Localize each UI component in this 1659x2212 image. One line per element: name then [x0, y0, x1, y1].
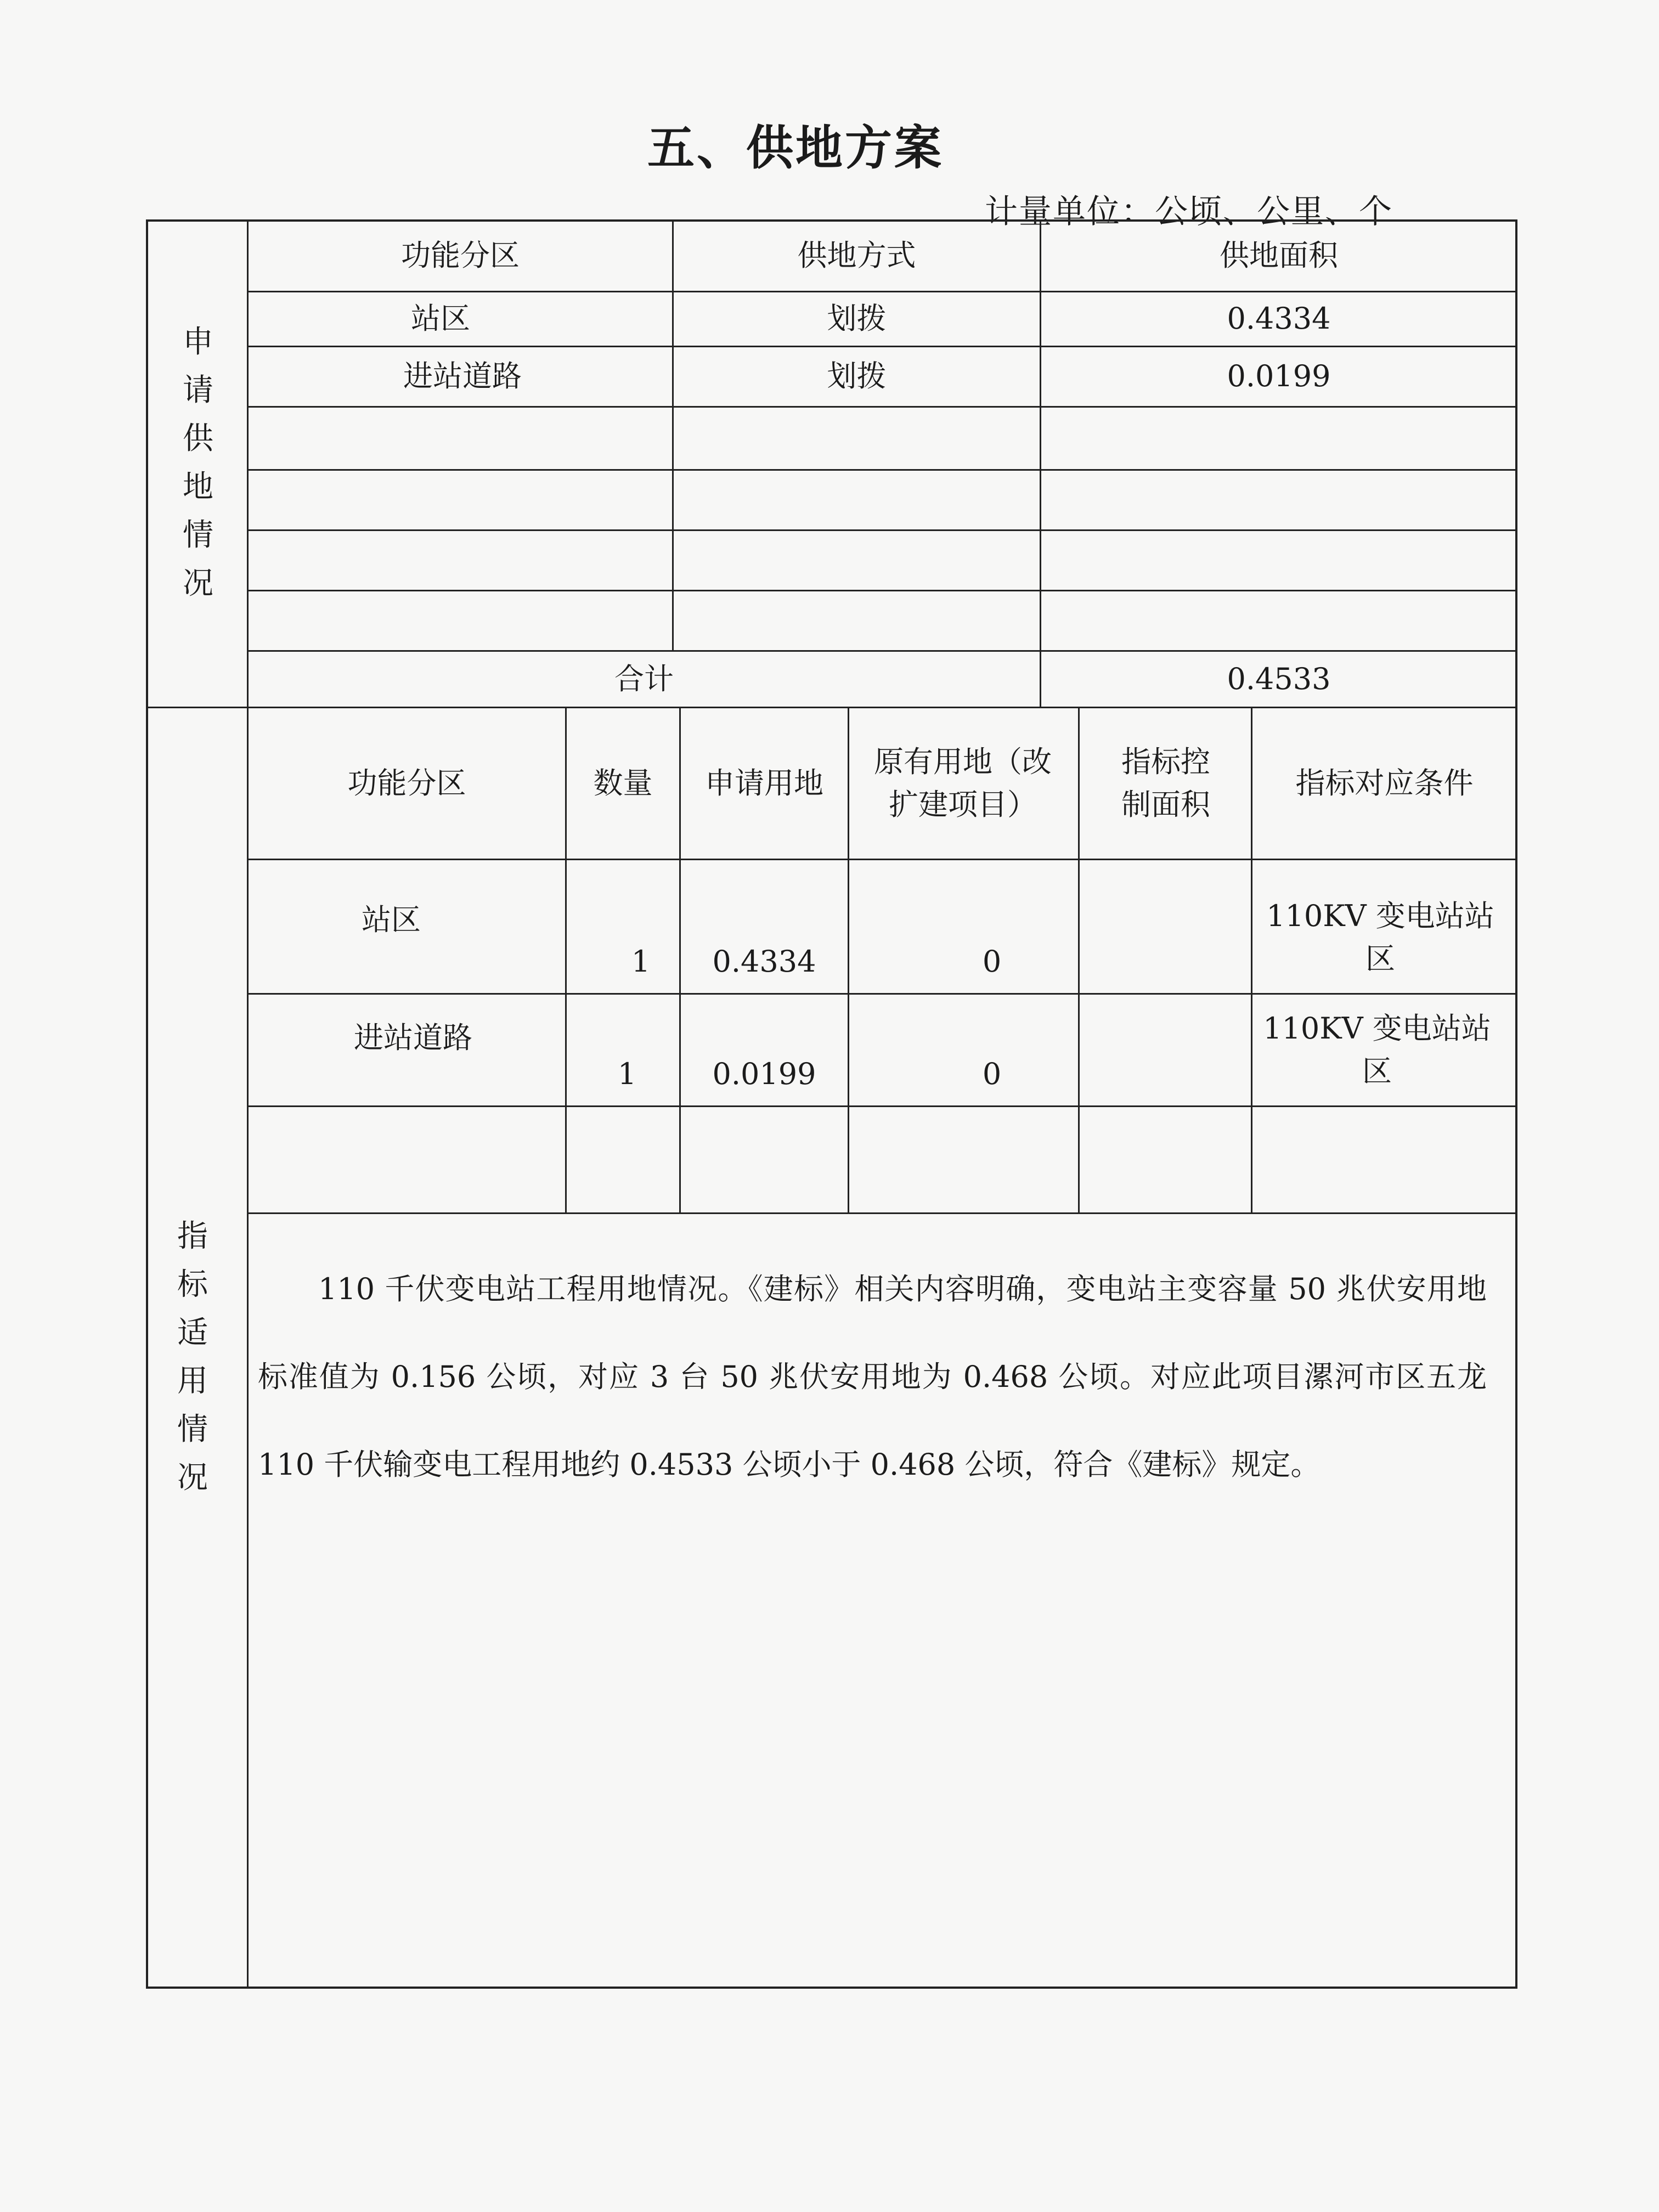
header-zone: 功能分区 [401, 238, 520, 273]
section1-label: 申请供地情况 [183, 324, 213, 601]
s2-row1-control [1080, 860, 1251, 993]
s1-row-line [247, 406, 1517, 408]
s2-row2-existing: 0 [982, 1056, 1002, 1091]
s2-row2-condition: 110KV 变电站站区 [1263, 1011, 1491, 1088]
s2-header-count: 数量 [593, 765, 653, 800]
unit-line: 计量单位：公顷、公里、个 [985, 193, 1393, 231]
s2-row1-zone: 站区 [362, 902, 421, 937]
row1-area: 0.4334 [1227, 301, 1331, 336]
row2-area: 0.0199 [1227, 359, 1331, 394]
s2-row1-condition: 110KV 变电站站区 [1266, 898, 1494, 976]
total-value: 0.4533 [1227, 661, 1331, 696]
s2-row1-existing: 0 [982, 944, 1002, 979]
s2-row1-count: 1 [631, 944, 651, 979]
index-description-paragraph [258, 1245, 1487, 1509]
section2-label: 指标适用情况 [177, 1218, 208, 1496]
s2-header-condition: 指标对应条件 [1295, 765, 1474, 800]
s2-row1-apply: 0.4334 [712, 944, 816, 979]
s2-row-line [247, 1105, 1517, 1107]
row2-zone: 进站道路 [403, 359, 522, 394]
s2-row2-control [1080, 995, 1251, 1105]
header-supply-method: 供地方式 [797, 238, 916, 273]
s2-header-apply: 申请用地 [705, 765, 823, 800]
paragraph-text: 110 千伏变电站工程用地情况。《建标》相关内容明确，变电站主变容量 50 兆伏安用地标准值为 0.156 公顷，对应 3 台 50 兆伏安用地为 0.468 公顷。对应此项目漯河市区五龙110 千伏输变电工程用地约 0.4533 公顷小于 0.468 公顷，符合《建标》规定。 [258, 1272, 1487, 1482]
s2-row2-apply: 0.0199 [712, 1056, 816, 1091]
header-supply-area: 供地面积 [1220, 238, 1338, 273]
s1-row-line [247, 469, 1517, 471]
s2-header-zone: 功能分区 [347, 765, 466, 800]
s1-row-line [247, 590, 1517, 591]
paragraph-divider [247, 1212, 1517, 1214]
s2-row2-zone: 进站道路 [354, 1020, 472, 1055]
s2-header-control: 指标控制面积 [1121, 744, 1210, 822]
s1-row-line [247, 529, 1517, 531]
s2-header-existing: 原有用地（改扩建项目） [874, 744, 1052, 822]
row1-zone: 站区 [411, 301, 470, 336]
row2-method: 划拨 [827, 359, 887, 394]
page-title: 五、供地方案 [647, 120, 944, 176]
total-label: 合计 [614, 661, 674, 696]
s2-row2-count: 1 [617, 1056, 637, 1091]
row1-method: 划拨 [827, 301, 887, 336]
